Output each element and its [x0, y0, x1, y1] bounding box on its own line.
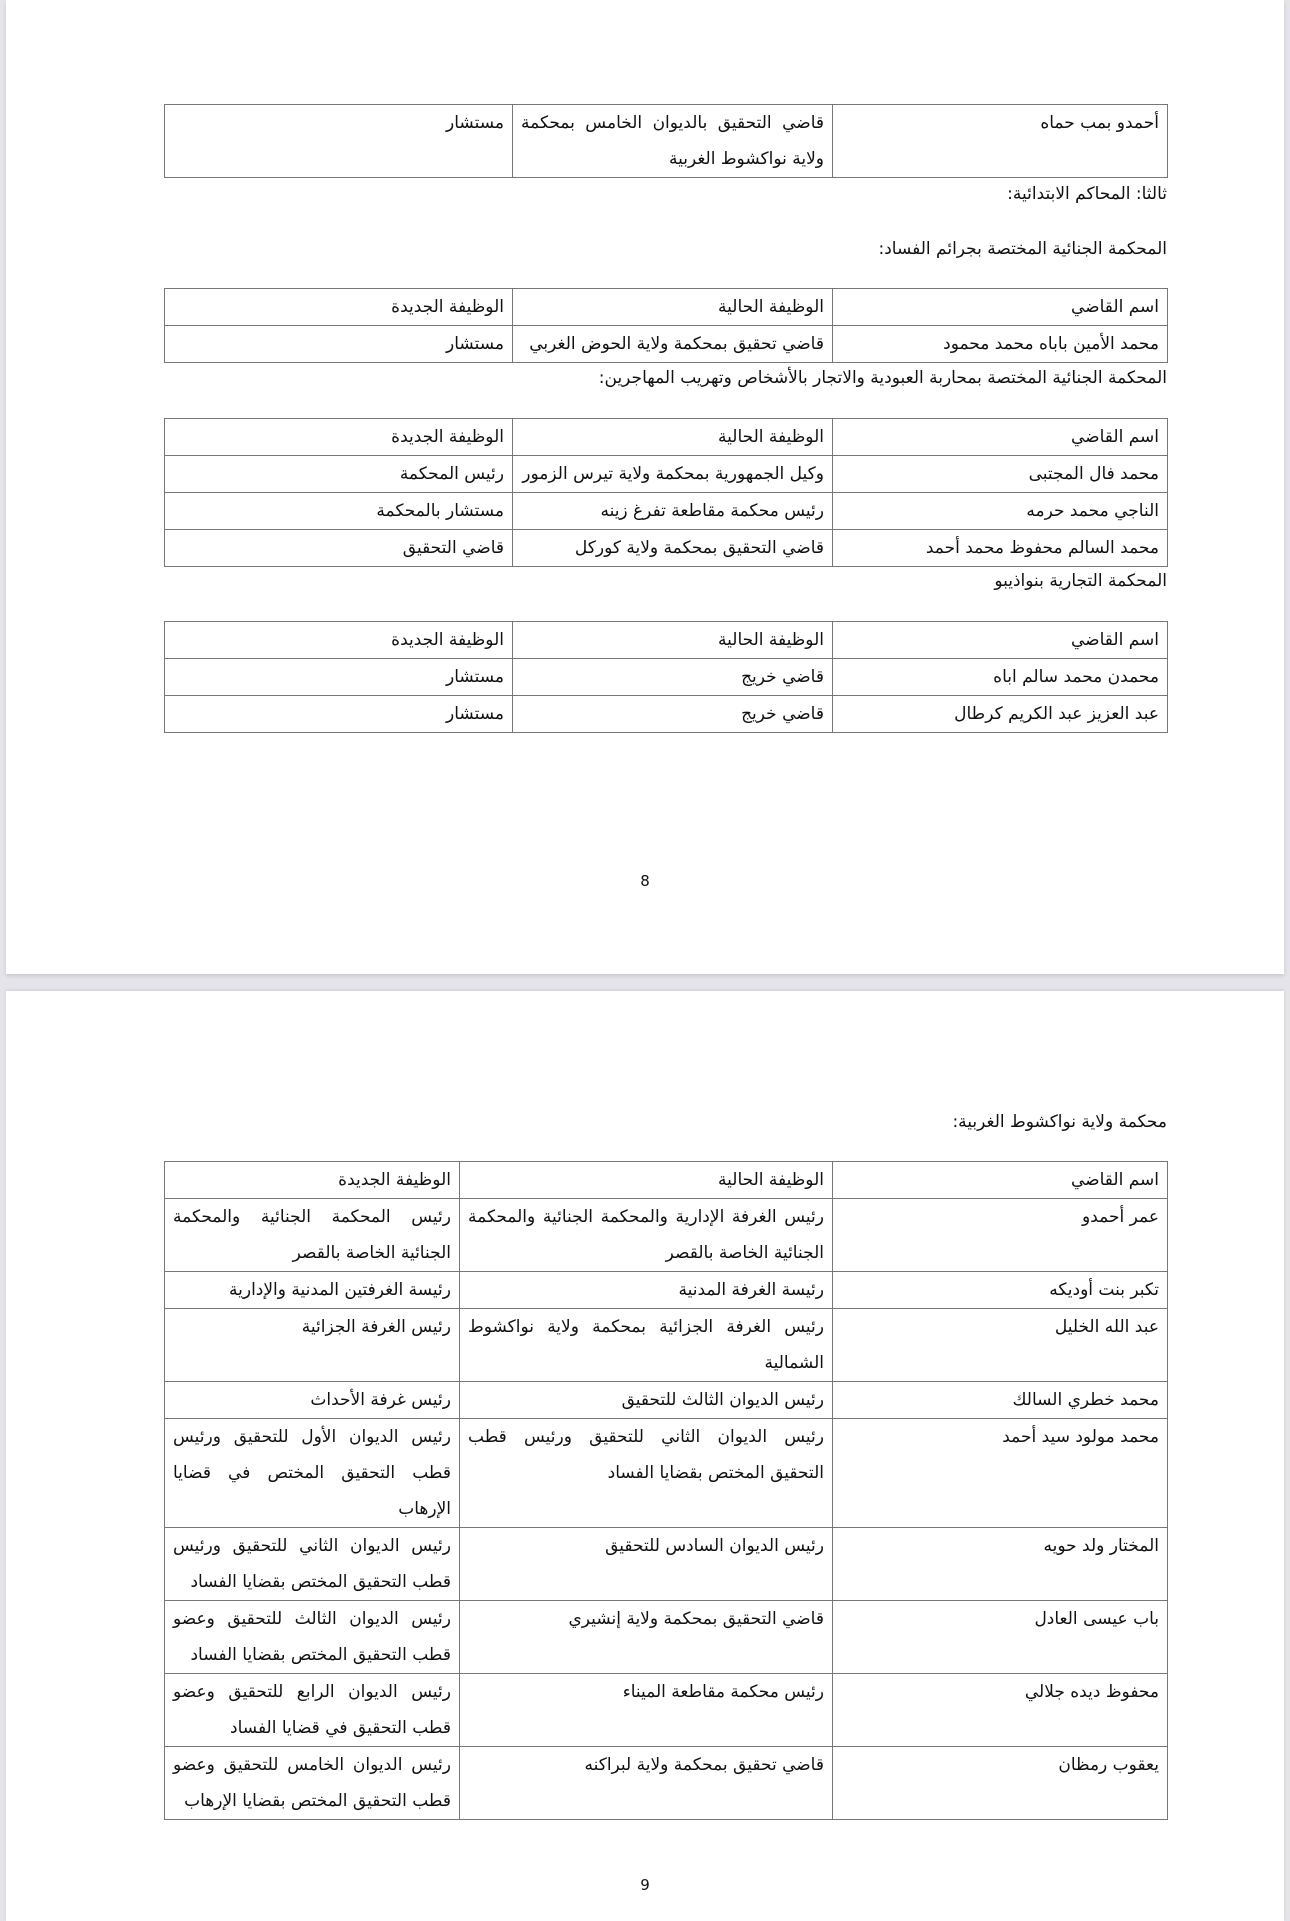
table-header-row	[165, 1162, 1168, 1199]
judge-name-cell: محمد خطري السالك	[833, 1382, 1168, 1419]
judge-name-cell: المختار ولد حويه	[833, 1528, 1168, 1601]
table-row	[165, 456, 1168, 493]
section-heading: ثالثا: المحاكم الابتدائية:	[1007, 184, 1167, 204]
new-position-cell: رئيسة الغرفتين المدنية والإدارية	[165, 1272, 460, 1309]
column-header-new-position: الوظيفة الجديدة	[165, 289, 513, 326]
court-title-corruption: المحكمة الجنائية المختصة بجرائم الفساد:	[878, 239, 1167, 259]
current-position-cell: وكيل الجمهورية بمحكمة ولاية تيرس الزمور	[513, 456, 833, 493]
judge-name-cell: يعقوب رمظان	[833, 1747, 1168, 1820]
column-header-current-position: الوظيفة الحالية	[460, 1162, 833, 1199]
current-position-cell: قاضي تحقيق بمحكمة ولاية لبراكنه	[460, 1747, 833, 1820]
new-position-cell: رئيس الديوان الخامس للتحقيق وعضو قطب التحقيق المختص بقضايا الإرهاب	[165, 1747, 460, 1820]
table-row	[165, 493, 1168, 530]
current-position-cell: رئيسة الغرفة المدنية	[460, 1272, 833, 1309]
table-header-row	[165, 419, 1168, 456]
court-title-slavery: المحكمة الجنائية المختصة بمحاربة العبودية والاتجار بالأشخاص وتهريب المهاجرين:	[598, 368, 1167, 388]
table-header-row	[165, 289, 1168, 326]
current-position-cell: رئيس الديوان الثالث للتحقيق	[460, 1382, 833, 1419]
column-header-current-position: الوظيفة الحالية	[513, 289, 833, 326]
table-row	[165, 696, 1168, 733]
current-position-cell: قاضي التحقيق بالديوان الخامس بمحكمة ولاية نواكشوط الغربية	[513, 105, 833, 178]
new-position-cell: مستشار	[165, 326, 513, 363]
column-header-new-position: الوظيفة الجديدة	[165, 419, 513, 456]
current-position-cell: رئيس محكمة مقاطعة الميناء	[460, 1674, 833, 1747]
judge-name-cell: عمر أحمدو	[833, 1199, 1168, 1272]
table-row	[165, 1528, 1168, 1601]
new-position-cell: مستشار بالمحكمة	[165, 493, 513, 530]
corruption-court-table	[164, 288, 1168, 363]
current-position-cell: رئيس الديوان السادس للتحقيق	[460, 1528, 833, 1601]
document-page-9	[6, 991, 1284, 1921]
column-header-judge-name: اسم القاضي	[833, 622, 1168, 659]
current-position-cell: رئيس الغرفة الجزائية بمحكمة ولاية نواكشوط الشمالية	[460, 1309, 833, 1382]
new-position-cell: رئيس المحكمة الجنائية والمحكمة الجنائية الخاصة بالقصر	[165, 1199, 460, 1272]
table-row	[165, 1199, 1168, 1272]
column-header-new-position: الوظيفة الجديدة	[165, 1162, 460, 1199]
document-page-8	[6, 0, 1284, 974]
table-row	[165, 1272, 1168, 1309]
current-position-cell: قاضي التحقيق بمحكمة ولاية كوركل	[513, 530, 833, 567]
judge-name-cell: الناجي محمد حرمه	[833, 493, 1168, 530]
judge-name-cell: عبد الله الخليل	[833, 1309, 1168, 1382]
court-title-nouakchott-west: محكمة ولاية نواكشوط الغربية:	[952, 1112, 1167, 1132]
new-position-cell: رئيس الغرفة الجزائية	[165, 1309, 460, 1382]
judge-name-cell: باب عيسى العادل	[833, 1601, 1168, 1674]
table-row	[165, 1419, 1168, 1528]
judge-name-cell: محمد الأمين باباه محمد محمود	[833, 326, 1168, 363]
new-position-cell: مستشار	[165, 696, 513, 733]
column-header-judge-name: اسم القاضي	[833, 289, 1168, 326]
nouakchott-west-court-table	[164, 1161, 1168, 1820]
current-position-cell: رئيس الغرفة الإدارية والمحكمة الجنائية والمحكمة الجنائية الخاصة بالقصر	[460, 1199, 833, 1272]
new-position-cell: رئيس الديوان الثالث للتحقيق وعضو قطب التحقيق المختص بقضايا الفساد	[165, 1601, 460, 1674]
table-row	[165, 105, 1168, 178]
new-position-cell: رئيس الديوان الرابع للتحقيق وعضو قطب التحقيق في قضايا الفساد	[165, 1674, 460, 1747]
table-row	[165, 530, 1168, 567]
current-position-cell: قاضي تحقيق بمحكمة ولاية الحوض الغربي	[513, 326, 833, 363]
judge-name-cell: محمد السالم محفوظ محمد أحمد	[833, 530, 1168, 567]
new-position-cell: رئيس الديوان الثاني للتحقيق ورئيس قطب التحقيق المختص بقضايا الفساد	[165, 1528, 460, 1601]
judge-name-cell: أحمدو بمب حماه	[833, 105, 1168, 178]
new-position-cell: رئيس غرفة الأحداث	[165, 1382, 460, 1419]
current-position-cell: قاضي خريج	[513, 659, 833, 696]
column-header-current-position: الوظيفة الحالية	[513, 419, 833, 456]
table-row	[165, 659, 1168, 696]
page-number: 8	[640, 872, 650, 890]
new-position-cell: مستشار	[165, 105, 513, 178]
slavery-court-table	[164, 418, 1168, 567]
current-position-cell: رئيس الديوان الثاني للتحقيق ورئيس قطب التحقيق المختص بقضايا الفساد	[460, 1419, 833, 1528]
judge-name-cell: محمد فال المجتبى	[833, 456, 1168, 493]
judge-name-cell: محمدن محمد سالم اباه	[833, 659, 1168, 696]
column-header-current-position: الوظيفة الحالية	[513, 622, 833, 659]
court-title-commercial: المحكمة التجارية بنواذيبو	[994, 571, 1167, 591]
table-row	[165, 1382, 1168, 1419]
table-row	[165, 1309, 1168, 1382]
commercial-court-table	[164, 621, 1168, 733]
current-position-cell: قاضي التحقيق بمحكمة ولاية إنشيري	[460, 1601, 833, 1674]
new-position-cell: قاضي التحقيق	[165, 530, 513, 567]
judge-name-cell: تكبر بنت أوديكه	[833, 1272, 1168, 1309]
column-header-judge-name: اسم القاضي	[833, 1162, 1168, 1199]
table-row	[165, 1747, 1168, 1820]
table-row	[165, 1601, 1168, 1674]
new-position-cell: رئيس الديوان الأول للتحقيق ورئيس قطب التحقيق المختص في قضايا الإرهاب	[165, 1419, 460, 1528]
table-row	[165, 1674, 1168, 1747]
judge-name-cell: عبد العزيز عبد الكريم كرطال	[833, 696, 1168, 733]
new-position-cell: مستشار	[165, 659, 513, 696]
page-number: 9	[640, 1876, 650, 1894]
judge-name-cell: محفوظ ديده جلالي	[833, 1674, 1168, 1747]
appointments-table-continued	[164, 104, 1168, 178]
column-header-new-position: الوظيفة الجديدة	[165, 622, 513, 659]
judge-name-cell: محمد مولود سيد أحمد	[833, 1419, 1168, 1528]
current-position-cell: رئيس محكمة مقاطعة تفرغ زينه	[513, 493, 833, 530]
table-header-row	[165, 622, 1168, 659]
table-row	[165, 326, 1168, 363]
current-position-cell: قاضي خريج	[513, 696, 833, 733]
column-header-judge-name: اسم القاضي	[833, 419, 1168, 456]
new-position-cell: رئيس المحكمة	[165, 456, 513, 493]
